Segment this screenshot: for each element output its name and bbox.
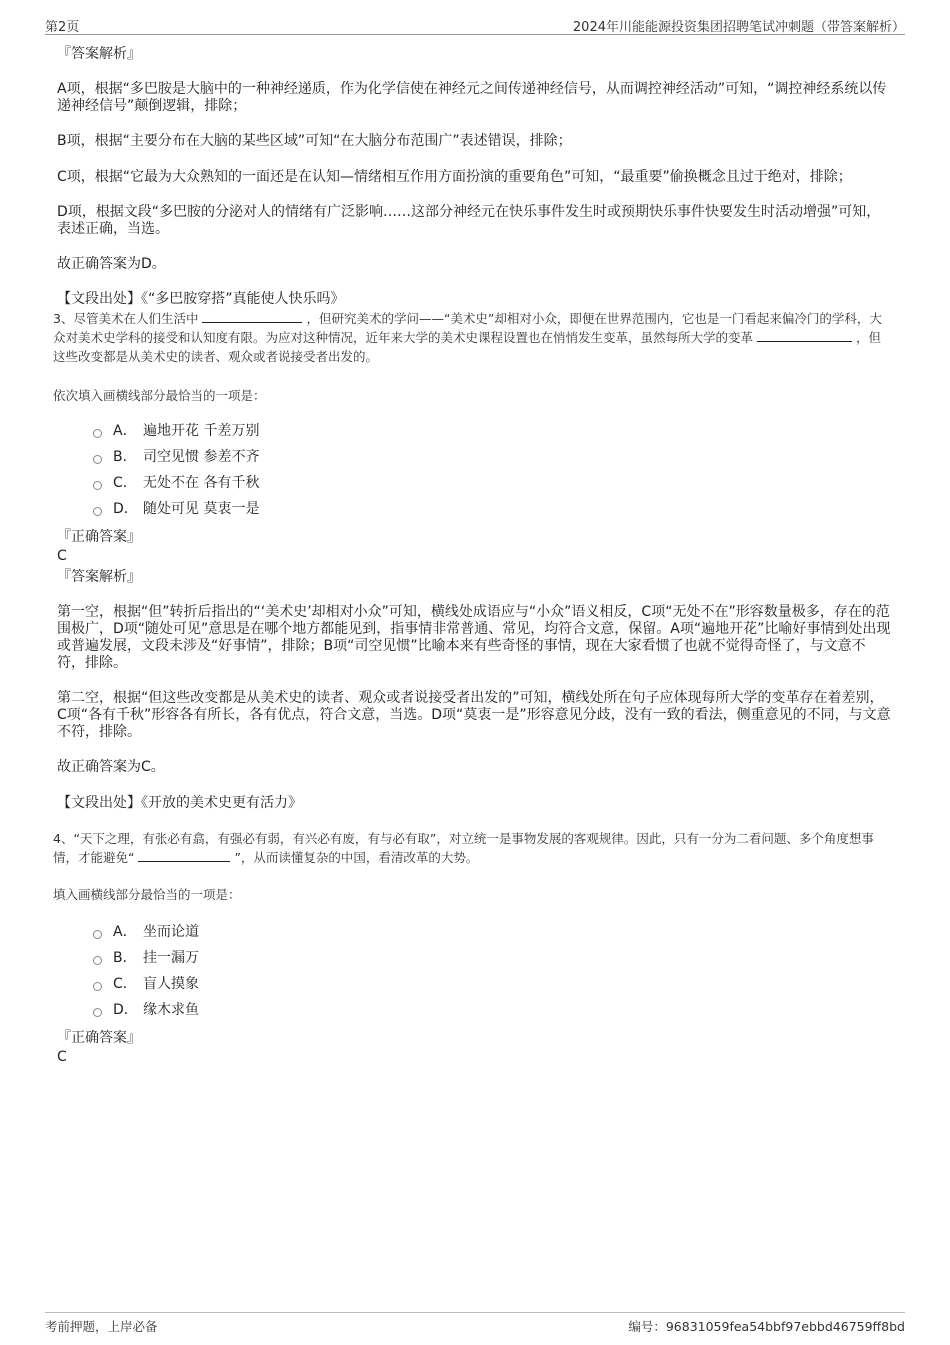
answer-value: C [57, 1049, 67, 1065]
radio-icon[interactable] [93, 930, 102, 939]
options-list [93, 919, 892, 1023]
answer-label: 『正确答案』 [57, 1030, 141, 1046]
analysis-blank-1: 第一空，根据“但”转折后指出的“‘美术史’却相对小众”可知，横线处成语应与“小众”语义相反，C项“无处不在”形容数量极多，存在的范围极广，D项“随处可见”意思是在哪个地方都能见到，指事情非常普通、常见，均符合文意，保留。A项“遍地开花”比喻好事情到处出现或普遍发展，文段未涉及“好事情”，排除；B项“司空见惯”比喻本来有些奇怪的事情，现在大家看惯了也就不觉得奇怪了，与文意不符，排除。 [57, 604, 891, 671]
analysis-d: D项，根据文段“多巴胺的分泌对人的情绪有广泛影响……这部分神经元在快乐事件发生时或预期快乐事件快要发生时活动增强”可知，表述正确，当选。 [57, 204, 881, 237]
question-instruction: 填入画横线部分最恰当的一项是： [53, 887, 241, 902]
page-footer [45, 1312, 905, 1335]
option-c[interactable]: C． 无处不在 各有千秋 [93, 470, 892, 496]
option-d[interactable]: D． 随处可见 莫衷一是 [93, 496, 892, 522]
answer-value: C [57, 548, 67, 564]
q2-analysis [57, 46, 892, 308]
analysis-label: 『答案解析』 [57, 569, 141, 585]
question-4 [53, 829, 892, 1066]
options-list [93, 418, 892, 522]
blank-line-1 [202, 311, 302, 323]
page-header [45, 14, 905, 35]
conclusion: 故正确答案为D。 [57, 256, 166, 272]
option-c[interactable]: C． 盲人摸象 [93, 971, 892, 997]
page-number: 第2页 [45, 20, 80, 35]
option-b[interactable]: B． 挂一漏万 [93, 945, 892, 971]
radio-icon[interactable] [93, 481, 102, 490]
analysis-b: B项，根据“主要分布在大脑的某些区域”可知“在大脑分布范围广”表述错误，排除； [57, 133, 572, 149]
question-instruction: 依次填入画横线部分最恰当的一项是： [53, 388, 266, 403]
document-body [53, 46, 892, 1066]
answer-label: 『正确答案』 [57, 529, 141, 545]
analysis-a: A项，根据“多巴胺是大脑中的一种神经递质，作为化学信使在神经元之间传递神经信号，从而调控神经活动”可知，“调控神经系统以传递神经信号”颠倒逻辑，排除； [57, 81, 887, 114]
question-stem: 4、“天下之理，有张必有翕，有强必有弱，有兴必有废，有与必有取”，对立统一是事物发展的客观规律。因此，只有一分为二看问题、多个角度想事情，才能避免“ ”，从而读懂复杂的中国，看清改革的大势。 [53, 831, 874, 865]
conclusion: 故正确答案为C。 [57, 759, 165, 775]
analysis-c: C项，根据“它最为大众熟知的一面还是在认知—情绪相互作用方面扮演的重要角色”可知，“最重要”偷换概念且过于绝对，排除； [57, 169, 852, 185]
radio-icon[interactable] [93, 956, 102, 965]
question-3 [53, 309, 892, 812]
blank-line [138, 850, 230, 862]
option-d[interactable]: D． 缘木求鱼 [93, 997, 892, 1023]
document-title: 2024年川能能源投资集团招聘笔试冲刺题（带答案解析） [572, 20, 905, 35]
radio-icon[interactable] [93, 507, 102, 516]
radio-icon[interactable] [93, 455, 102, 464]
option-a[interactable]: A． 遍地开花 千差万别 [93, 418, 892, 444]
source: 【文段出处】《“多巴胺穿搭”真能使人快乐吗》 [57, 291, 345, 307]
radio-icon[interactable] [93, 1008, 102, 1017]
radio-icon[interactable] [93, 982, 102, 991]
document-code: 编号：96831059fea54bbf97ebbd46759ff8bd [628, 1319, 905, 1334]
analysis-label: 『答案解析』 [57, 46, 141, 62]
question-stem: 3、尽管美术在人们生活中 ，但研究美术的学问——“美术史”却相对小众，即便在世界范围内，它也是一门看起来偏冷门的学科，大众对美术史学科的接受和认知度有限。为应对这种情况，近年来大学的美术史课程设置也在悄悄发生变革，虽然每所大学的变革 ，但这些改变都是从美术史的读者、观众或者说接受者出发的。 [53, 311, 882, 364]
option-b[interactable]: B． 司空见惯 参差不齐 [93, 444, 892, 470]
footer-slogan: 考前押题，上岸必备 [45, 1319, 158, 1334]
analysis-blank-2: 第二空，根据“但这些改变都是从美术史的读者、观众或者说接受者出发的”可知，横线处所在句子应体现每所大学的变革存在着差别，C项“各有千秋”形容各有所长，各有优点，符合文意，当选。D项“莫衷一是”形容意见分歧，没有一致的看法，侧重意见的不同，与文意不符，排除。 [57, 690, 891, 740]
source: 【文段出处】《开放的美术史更有活力》 [57, 795, 302, 811]
radio-icon[interactable] [93, 429, 102, 438]
blank-line-2 [757, 330, 852, 342]
option-a[interactable]: A． 坐而论道 [93, 919, 892, 945]
